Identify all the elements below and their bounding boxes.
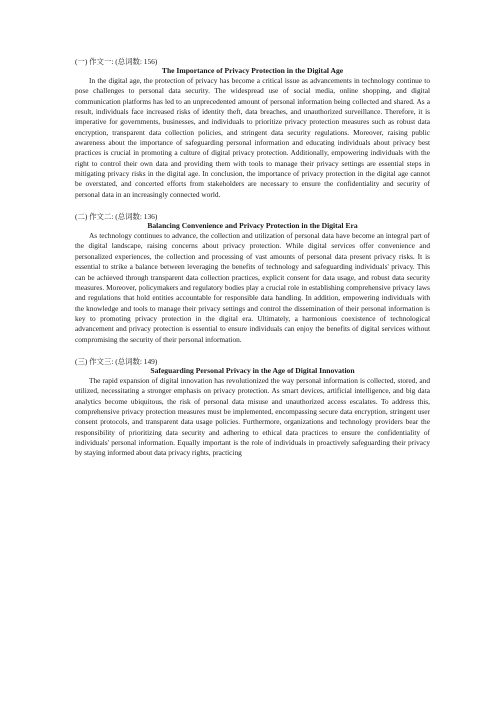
essay-title: The Importance of Privacy Protection in the Digital Age (161, 66, 344, 75)
essay-section-1 (75, 57, 430, 200)
document-page (75, 57, 430, 459)
essay-heading: (一) 作文一: (总词数: 156) (75, 57, 158, 66)
essay-body: The rapid expansion of digital innovation has revolutionized the way personal information is collected, stored, and utilized, necessitating a stronger emphasis on privacy protection. As smart devices, artificial intelligence, and big data analytics become ubiquitous, the risk of personal data misuse and unauthorized access escalates. To address this, comprehensive privacy protection measures must be implemented, encompassing secure data encryption, stringent user consent protocols, and transparent data usage policies. Furthermore, organizations and technology providers bear the responsibility of prioritizing data security and adhering to ethical data practices to ensure the confidentiality of individuals' personal information. Equally important is the role of individuals in proactively safeguarding their privacy by staying informed about data privacy rights, practicing (75, 375, 430, 458)
essay-title: Safeguarding Personal Privacy in the Age of Digital Innovation (150, 365, 355, 375)
essay-section-2 (75, 212, 430, 345)
essay-heading: (二) 作文二: (总词数: 136) (75, 212, 158, 222)
essay-body: In the digital age, the protection of privacy has become a critical issue as advancements in technology continue to pose challenges to personal data security. The widespread use of social media, online shopping, and digital communication platforms has led to an unprecedented amount of personal information being collected and shared. As a result, individuals face increased risks of identity theft, data breaches, and unauthorized surveillance. Therefore, it is imperative for governments, businesses, and individuals to prioritize privacy protection measures such as robust data encryption, transparent data collection policies, and stringent data security regulations. Moreover, raising public awareness about the importance of safeguarding personal information and educating individuals about privacy best practices is crucial in promoting a culture of digital privacy protection. Additionally, empowering individuals with the right to control their own data and providing them with tools to manage their privacy settings are essential steps in mitigating privacy risks in the digital age. In conclusion, the importance of privacy protection in the digital age cannot be overstated, and concerted efforts from stakeholders are necessary to ensure the confidentiality and security of personal data in an increasingly connected world. (75, 76, 430, 199)
essay-section-3 (75, 357, 430, 459)
essay-body: As technology continues to advance, the collection and utilization of personal data have become an integral part of the digital landscape, raising concerns about privacy protection. While digital services offer convenience and personalized experiences, the collection and processing of vast amounts of personal data present privacy risks. It is essential to strike a balance between leveraging the benefits of technology and safeguarding individuals' privacy. This can be achieved through transparent data collection practices, explicit consent for data usage, and robust data security measures. Moreover, policymakers and regulatory bodies play a crucial role in establishing comprehensive privacy laws and regulations that hold entities accountable for responsible data handling. In addition, empowering individuals with the knowledge and tools to manage their privacy settings and control the dissemination of their personal information is key to promoting privacy protection in the digital era. Ultimately, a harmonious coexistence of technological advancement and privacy protection is essential to ensure individuals can enjoy the benefits of digital services without compromising the security of their personal information. (75, 231, 430, 344)
essay-heading: (三) 作文三: (总词数: 149) (75, 356, 158, 366)
essay-title: Balancing Convenience and Privacy Protection in the Digital Era (147, 221, 358, 231)
